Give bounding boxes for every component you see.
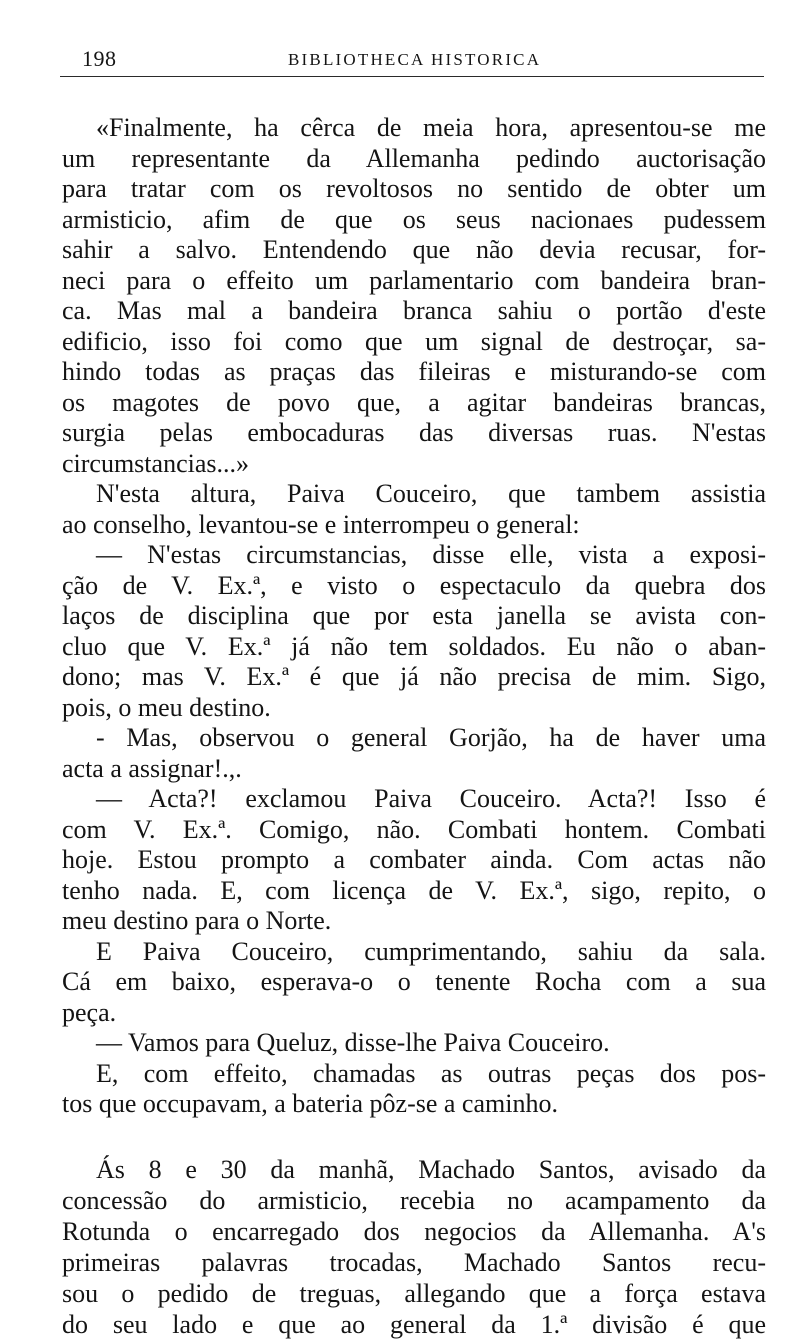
text-line: — Vamos para Queluz, disse-lhe Paiva Couceiro. <box>96 1028 610 1057</box>
text-line: E, com effeito, chamadas as outras peças dos pos- <box>96 1058 766 1088</box>
text-line: armisticio, afim de que os seus nacionaes pudessem <box>62 204 766 234</box>
page-header <box>82 46 762 76</box>
text-line: do seu lado e que ao general da 1.ª divisão é que <box>62 1309 766 1339</box>
text-line: circumstancias...» <box>62 448 249 478</box>
text-line: os magotes de povo que, a agitar bandeiras brancas, <box>62 387 766 417</box>
text-line: com V. Ex.ª. Comigo, não. Combati hontem. Combati <box>62 814 766 844</box>
text-line: pois, o meu destino. <box>62 692 271 722</box>
text-line: dono; mas V. Ex.ª é que já não precisa de mim. Sigo, <box>62 662 766 691</box>
body-text <box>62 113 766 1340</box>
text-line: neci para o effeito um parlamentario com bandeira bran- <box>62 265 766 295</box>
text-line: tos que occupavam, a bateria pôz-se a caminho. <box>62 1089 558 1118</box>
text-line: um representante da Allemanha pedindo auctorisação <box>62 143 766 173</box>
text-line: ca. Mas mal a bandeira branca sahiu o portão d'este <box>62 296 766 325</box>
text-line: Rotunda o encarregado dos negocios da Allemanha. A's <box>62 1216 766 1246</box>
text-line: primeiras palavras trocadas, Machado Santos recu- <box>62 1247 766 1277</box>
text-line: laços de disciplina que por esta janella se avista con- <box>62 601 766 630</box>
text-line: «Finalmente, ha cêrca de meia hora, apresentou-se me <box>96 113 766 142</box>
text-line: — N'estas circumstancias, disse elle, vista a exposi- <box>96 540 766 569</box>
text-line: sou o pedido de treguas, allegando que a força estava <box>62 1278 766 1308</box>
text-line: Cá em baixo, esperava-o o tenente Rocha com a sua <box>62 967 766 996</box>
text-line: N'esta altura, Paiva Couceiro, que tambem assistia <box>96 479 766 508</box>
page-number: 198 <box>82 46 117 71</box>
text-line: acta a assignar!.,. <box>62 753 242 783</box>
text-line: cluo que V. Ex.ª já não tem soldados. Eu não o aban- <box>62 631 766 661</box>
text-line: surgia pelas embocaduras das diversas ruas. N'estas <box>62 418 766 447</box>
text-line: tenho nada. E, com licença de V. Ex.ª, sigo, repito, o <box>62 875 766 905</box>
section-gap <box>62 1120 766 1154</box>
header-rule <box>60 76 764 77</box>
text-line: Ás 8 e 30 da manhã, Machado Santos, avisado da <box>96 1154 766 1184</box>
text-line: — Acta?! exclamou Paiva Couceiro. Acta?! Isso é <box>96 784 766 813</box>
text-line: E Paiva Couceiro, cumprimentando, sahiu da sala. <box>96 936 766 966</box>
running-title: BIBLIOTHECA HISTORICA <box>288 50 542 69</box>
text-line: ção de V. Ex.ª, e visto o espectaculo da quebra dos <box>62 570 766 600</box>
text-line: ao conselho, levantou-se e interrompeu o general: <box>62 509 580 539</box>
text-line: hindo todas as praças das fileiras e misturando-se com <box>62 357 766 386</box>
text-line: peça. <box>62 997 117 1027</box>
text-line: para tratar com os revoltosos no sentido de obter um <box>62 174 766 203</box>
text-line: - Mas, observou o general Gorjão, ha de haver uma <box>96 723 766 752</box>
text-line: sahir a salvo. Entendendo que não devia recusar, for- <box>62 235 766 264</box>
text-line: concessão do armisticio, recebia no acampamento da <box>62 1185 766 1215</box>
text-line: meu destino para o Norte. <box>62 906 332 935</box>
text-line: edificio, isso foi como que um signal de destroçar, sa- <box>62 326 766 356</box>
text-line: hoje. Estou prompto a combater ainda. Com actas não <box>62 845 766 874</box>
